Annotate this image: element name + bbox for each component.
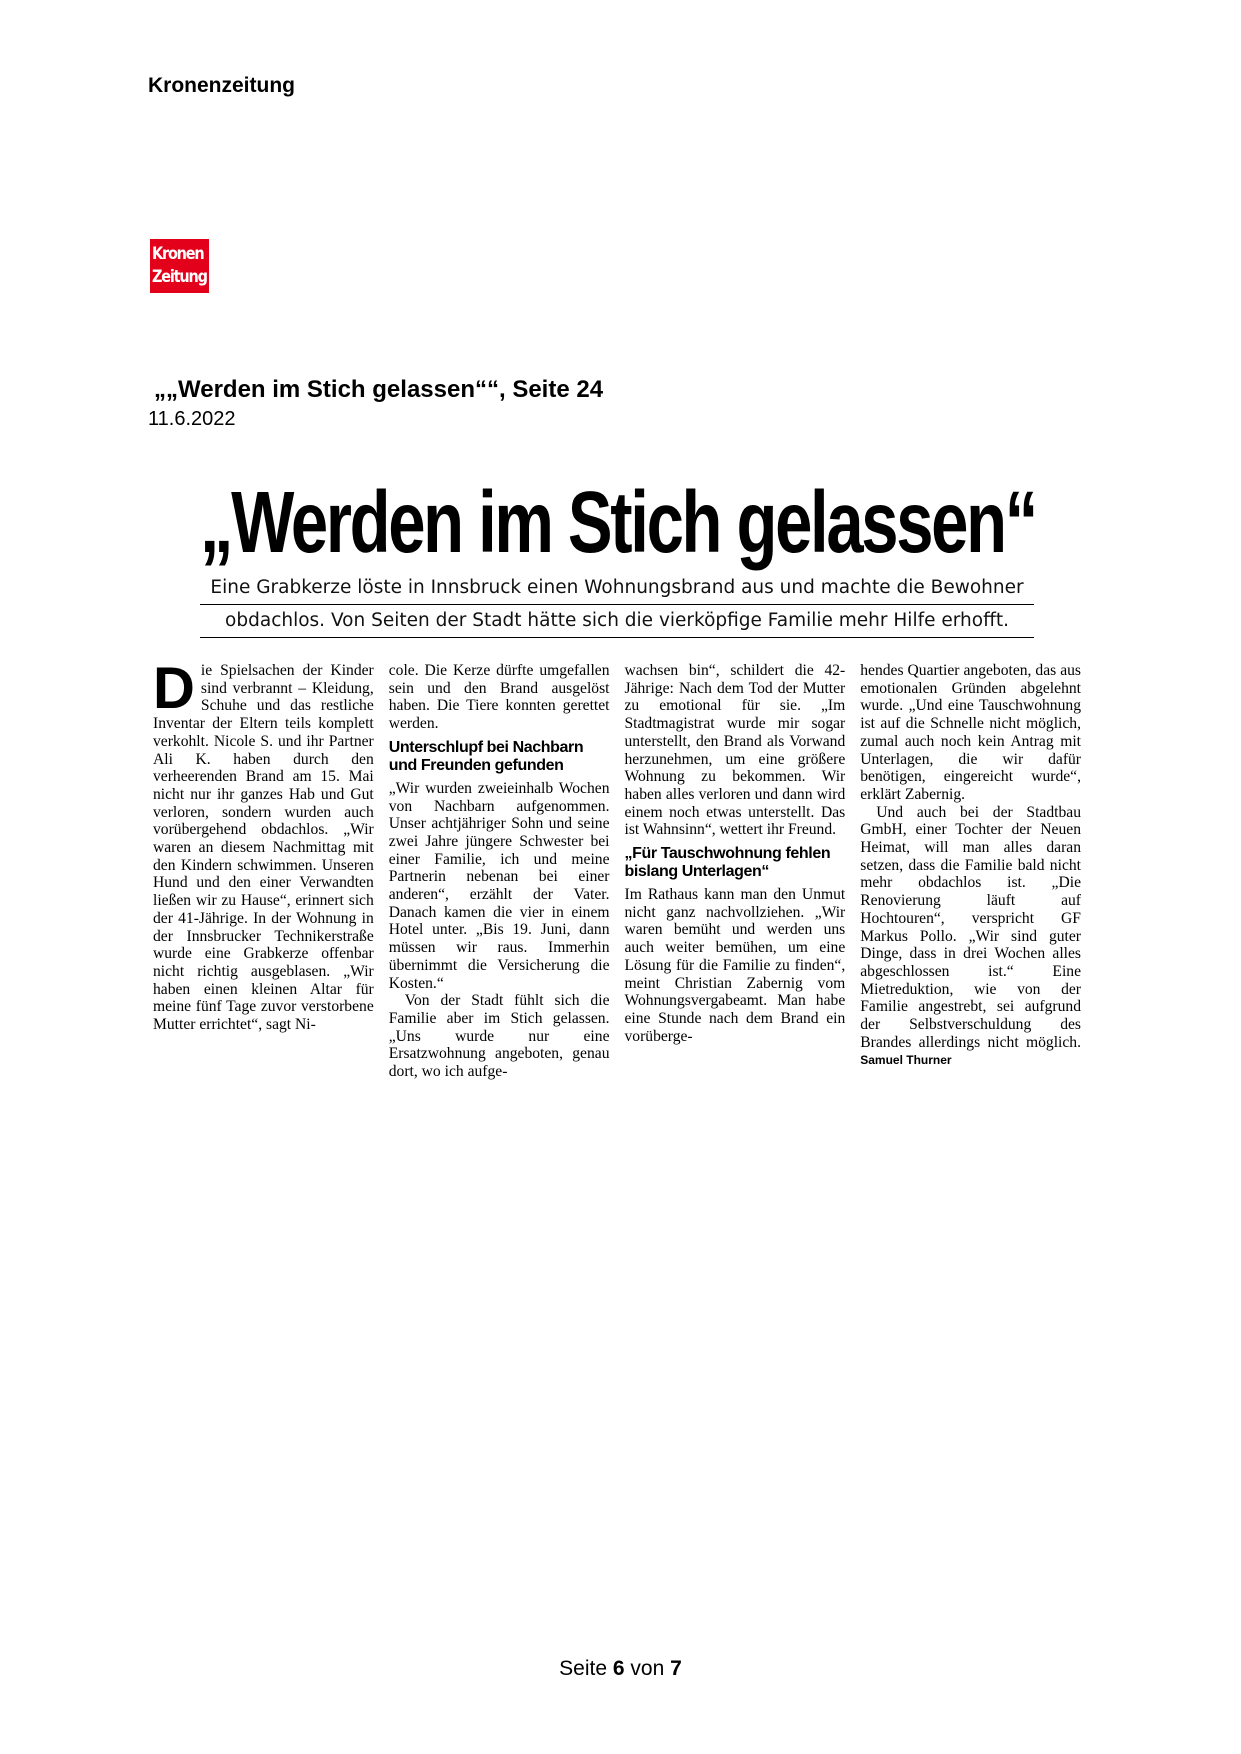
article-body xyxy=(153,656,1081,1081)
column-4-paragraph-1: hendes Quartier angeboten, das aus emotionalen Gründen abgelehnt wurde. „Und eine Tauschwohnung ist auf die Schnelle nicht möglich, zumal auch noch kein Antrag mit Unterlagen, die wir dafür benötigen, eingereicht wurde“, erklärt Zabernig. xyxy=(860,662,1081,803)
clip-heading: „„Werden im Stich gelassen““, Seite 24 xyxy=(154,376,604,403)
footer-middle: von xyxy=(630,1657,665,1680)
source-name: Kronenzeitung xyxy=(148,74,295,97)
drop-cap: D xyxy=(153,656,195,721)
column-4-paragraph-2: Und auch bei der Stadtbau GmbH, einer Tochter der Neuen Heimat, will man alles daran setzen, dass die Familie bald nicht mehr obdachlos ist. „Die Renovierung läuft auf Hochtouren“, verspricht GF Markus Pollo. „Wir sind guter Dinge, dass in drei Wochen alles abgeschlossen ist.“ Eine Mietreduktion, wie von der Familie angestrebt, sei aufgrund der Selbstverschuldung des Brandes allerdings nicht möglich. xyxy=(860,803,1081,1051)
footer-prefix: Seite xyxy=(559,1657,608,1680)
column-3-paragraph-1: wachsen bin“, schildert die 42-Jährige: Nach dem Tod der Mutter zu emotional für sie. „Im Stadtmagistrat wurde mir sogar unterstellt, den Brand als Vorwand herzunehmen, um eine größere Wohnung zu bekommen. Wir haben alles verloren und dann wird einem noch etwas unterstellt. Das ist Wahnsinn“, wettert ihr Freund. xyxy=(624,662,846,839)
deck-line-2: obdachlos. Von Seiten der Stadt hätte sich die vierköpfige Familie mehr Hilfe erhofft. xyxy=(200,605,1034,638)
footer-total-pages: 7 xyxy=(670,1657,682,1680)
article-column-2 xyxy=(389,662,610,1081)
column-3-paragraph-2: Im Rathaus kann man den Unmut nicht ganz nachvollziehen. „Wir waren bemüht und werden uns auch weiter bemühen, um eine Lösung für die Familie zu finden“, meint Christian Zabernig vom Wohnungsvergabeamt. Man habe eine Stunde nach dem Brand ein vorüberge- xyxy=(624,886,846,1045)
logo-line-2: Zeitung xyxy=(152,267,207,287)
article-column-3 xyxy=(625,662,846,1081)
article-headline: „Werden im Stich gelassen“ xyxy=(200,474,1036,571)
column-2-paragraph-2: „Wir wurden zweieinhalb Wochen von Nachbarn aufgenommen. Unser achtjähriger Sohn und seine zwei Jahre jüngere Schwester bei einer Familie, ich und meine Partnerin nebenan bei einer anderen“, erzählt der Vater. Danach kamen die vier in einem Hotel unter. „Bis 19. Juni, dann müssen wir raus. Immerhin übernimmt die Versicherung die Kosten.“ xyxy=(388,779,610,992)
column-1-text: ie Spielsachen der Kinder sind verbrannt – Kleidung, Schuhe und das restliche Inventar der Eltern teils komplett verkohlt. Nicole S. und ihr Partner Ali K. haben durch den verheerenden Brand am 15. Mai nicht nur ihr ganzes Hab und Gut verloren, sondern wurden auch vorübergehend obdachlos. „Wir waren an diesem Nachmittag mit den Kindern schwimmen. Unseren Hund und den einer Verwandten ließen wir zu Hause“, erinnert sich der 41-Jährige. In der Wohnung in der Innsbrucker Technikerstraße wurde eine Grabkerze offenbar nicht richtig ausgeblasen. „Wir haben einen kleinen Altar für meine fünf Tage zuvor verstorbene Mutter errichtet“, sagt Ni- xyxy=(153,662,374,1034)
logo-line-1: Kronen xyxy=(152,244,204,264)
article-column-4 xyxy=(860,662,1081,1081)
clip-date: 11.6.2022 xyxy=(148,408,236,430)
author-byline: Samuel Thurner xyxy=(860,1053,952,1068)
deck-line-1: Eine Grabkerze löste in Innsbruck einen Wohnungsbrand aus und machte die Bewohner xyxy=(200,572,1034,605)
footer-current-page: 6 xyxy=(612,1657,625,1680)
article-column-1 xyxy=(153,656,374,1081)
article-deck xyxy=(200,572,1034,638)
subheading-1: Unterschlupf bei Nachbarn und Freunden gefunden xyxy=(388,738,584,774)
column-2-paragraph-3: Von der Stadt fühlt sich die Familie aber im Stich gelassen. „Uns wurde nur eine Ersatzwohnung angeboten, genau dort, wo ich aufge- xyxy=(388,992,610,1081)
column-2-paragraph-1: cole. Die Kerze dürfte umgefallen sein und den Brand ausgelöst haben. Die Tiere konnten gerettet werden. xyxy=(388,662,610,733)
subheading-2: „Für Tauschwohnung fehlen bislang Unterlagen“ xyxy=(624,845,831,881)
page-footer xyxy=(0,1657,1241,1681)
kronen-zeitung-logo xyxy=(150,239,209,293)
